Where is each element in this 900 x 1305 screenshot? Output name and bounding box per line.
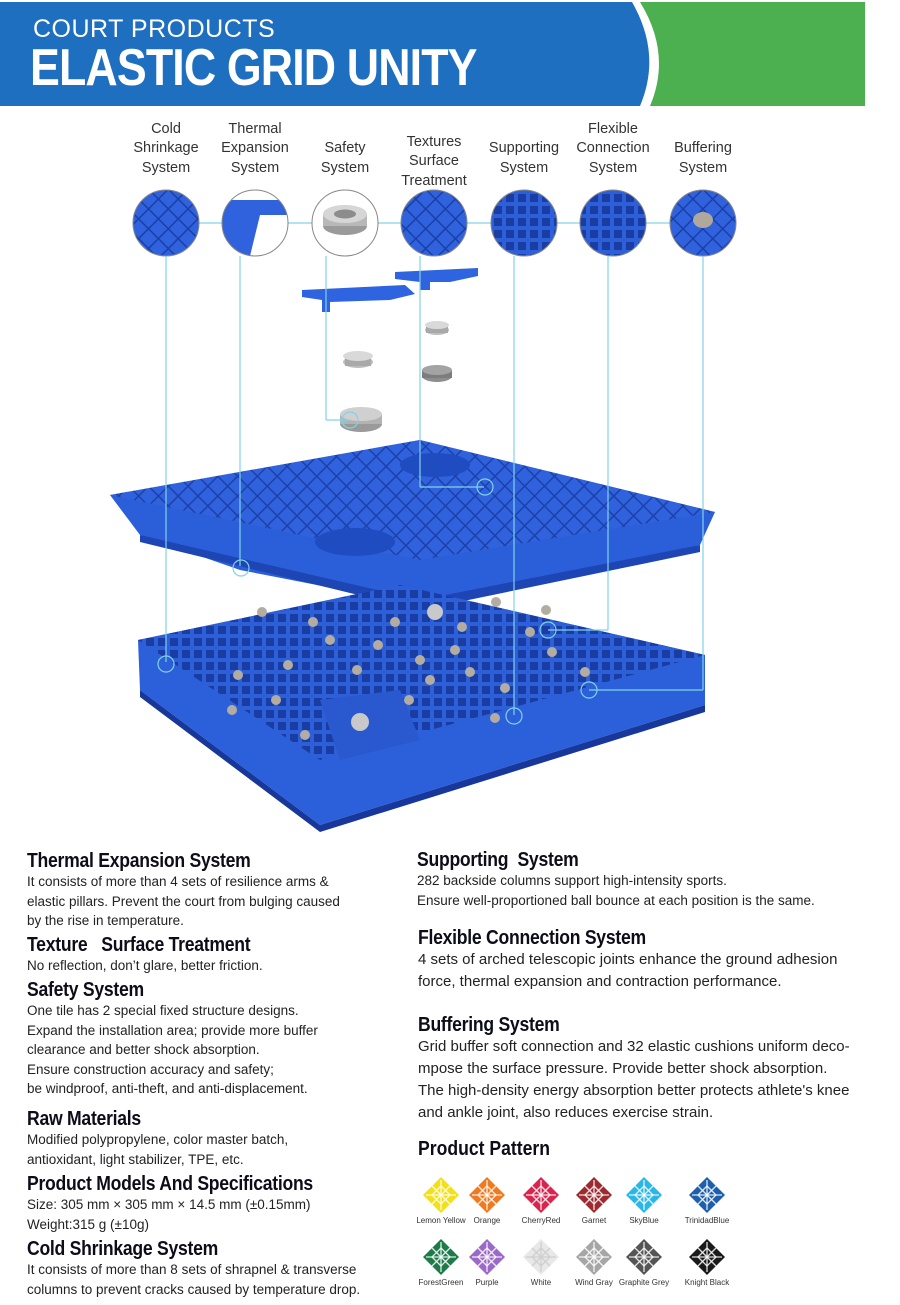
header-subtitle: COURT PRODUCTS xyxy=(33,15,276,43)
feature-label xyxy=(116,118,216,178)
section-body: 4 sets of arched telescopic joints enhance the ground adhesion force, thermal expansion and contraction performance. xyxy=(418,951,838,990)
swatch-label: Graphite Grey xyxy=(618,1278,670,1287)
feature-label xyxy=(205,118,305,178)
swatch-label: Knight Black xyxy=(684,1278,730,1287)
tile-swatch-icon xyxy=(575,1176,613,1214)
swatch-label: Orange xyxy=(473,1216,501,1225)
section-body: 282 backside columns support high-intensity sports. Ensure well-proportioned ball bounce at each position is the same. xyxy=(417,873,815,908)
header-title: ELASTIC GRID UNITY xyxy=(30,39,477,97)
section-title: Thermal Expansion System xyxy=(27,850,251,872)
section-product-models xyxy=(27,1173,352,1234)
section-raw-materials xyxy=(27,1108,288,1169)
pattern-swatch xyxy=(511,1238,571,1287)
cold-shrinkage-detail-icon xyxy=(130,190,205,260)
swatch-label: Lemon Yellow xyxy=(416,1216,466,1225)
feature-thermal-expansion xyxy=(205,118,305,178)
swatch-label: TrinidadBlue xyxy=(684,1216,730,1225)
section-body: One tile has 2 special fixed structure designs. Expand the installation area; provide more buffer clearance and better shock absorption. Ensure construction accuracy and safety; be windproof, anti-theft, and anti-displacement. xyxy=(27,1003,318,1096)
feature-cold-shrinkage xyxy=(116,118,216,178)
feature-label xyxy=(653,118,753,178)
feature-label-text: Buffering System xyxy=(674,140,732,176)
feature-label-text: Supporting System xyxy=(488,140,560,176)
section-safety xyxy=(27,979,318,1099)
swatch-label: Wind Gray xyxy=(575,1278,613,1287)
pattern-swatch xyxy=(677,1176,737,1225)
section-buffering xyxy=(418,1014,850,1124)
section-body: Modified polypropylene, color master batch, antioxidant, light stabilizer, TPE, etc. xyxy=(27,1132,289,1167)
tile-swatch-icon xyxy=(688,1238,726,1276)
supporting-column-detail-icon xyxy=(490,190,560,260)
tile-swatch-icon xyxy=(468,1238,506,1276)
section-title: Raw Materials xyxy=(27,1108,141,1130)
section-texture xyxy=(27,934,281,976)
swatch-label: White xyxy=(530,1278,552,1287)
texture-surface-detail-icon xyxy=(400,190,470,260)
pattern-swatch xyxy=(677,1238,737,1287)
swatch-label: CherryRed xyxy=(521,1216,561,1225)
tile-swatch-icon xyxy=(422,1238,460,1276)
flexible-connection-detail-icon xyxy=(580,190,650,260)
feature-label-text: Cold Shrinkage System xyxy=(133,120,199,176)
safety-washer-detail-icon xyxy=(312,190,378,256)
connector-clip-parts xyxy=(302,268,478,312)
feature-label xyxy=(295,118,395,178)
tile-swatch-icon xyxy=(422,1176,460,1214)
swatch-label: Purple xyxy=(475,1278,499,1287)
feature-label xyxy=(474,118,574,178)
swatch-label: ForestGreen xyxy=(418,1278,464,1287)
section-flexible-connection xyxy=(418,927,837,993)
section-title: Texture Surface Treatment xyxy=(27,934,251,956)
swatch-label: Garnet xyxy=(581,1216,607,1225)
swatch-label: SkyBlue xyxy=(629,1216,659,1225)
bottom-tile-layer xyxy=(138,585,705,832)
feature-textures-surface xyxy=(384,131,484,191)
feature-label xyxy=(384,131,484,191)
product-pattern-title: Product Pattern xyxy=(418,1138,551,1160)
section-body: It consists of more than 8 sets of shrapnel & transverse columns to prevent cracks caused by temperature drop. xyxy=(27,1262,361,1297)
pattern-swatch xyxy=(457,1238,517,1287)
tile-swatch-icon xyxy=(468,1176,506,1214)
pattern-swatch xyxy=(457,1176,517,1225)
tile-swatch-icon xyxy=(625,1176,663,1214)
section-body: No reflection, don’t glare, better friction. xyxy=(27,958,263,973)
feature-safety xyxy=(295,118,395,178)
pattern-swatch xyxy=(614,1176,674,1225)
feature-flexible-connection xyxy=(563,118,663,178)
section-title: Product Models And Specifications xyxy=(27,1173,313,1195)
tile-swatch-icon xyxy=(522,1176,560,1214)
feature-label-text: Safety System xyxy=(320,140,370,176)
tile-swatch-icon xyxy=(522,1238,560,1276)
section-body: Size: 305 mm × 305 mm × 14.5 mm (±0.15mm) Weight:315 g (±10g) xyxy=(27,1197,311,1232)
section-title: Safety System xyxy=(27,979,144,1001)
feature-buffering xyxy=(653,118,753,178)
feature-label xyxy=(563,118,663,178)
section-title: Flexible Connection System xyxy=(418,927,646,949)
buffering-cushion-detail-icon xyxy=(670,190,740,260)
pattern-swatch xyxy=(511,1176,571,1225)
pattern-swatch xyxy=(614,1238,674,1287)
section-body: It consists of more than 4 sets of resilience arms & elastic pillars. Prevent the court from bulging caused by the rise in temperature. xyxy=(27,874,340,928)
section-title: Buffering System xyxy=(418,1014,560,1036)
tile-swatch-icon xyxy=(625,1238,663,1276)
tile-swatch-icon xyxy=(688,1176,726,1214)
feature-label-text: Thermal Expansion System xyxy=(221,120,289,176)
section-cold-shrinkage xyxy=(27,1238,360,1299)
section-body: Grid buffer soft connection and 32 elastic cushions uniform deco- mpose the surface pressure. Provide better shock absorption. The high-density energy absorption better protects athlete's knee and ankle joint, also reduces exercise strain. xyxy=(418,1038,850,1121)
tile-swatch-icon xyxy=(575,1238,613,1276)
feature-label-text: Flexible Connection System xyxy=(576,120,650,176)
section-supporting xyxy=(417,849,815,910)
feature-label-text: Textures Surface Treatment xyxy=(401,133,467,189)
section-title: Cold Shrinkage System xyxy=(27,1238,219,1260)
section-thermal-expansion xyxy=(27,850,340,931)
top-tile-layer xyxy=(110,440,715,610)
thermal-expansion-detail-icon xyxy=(222,190,290,256)
section-title: Supporting System xyxy=(417,849,579,871)
feature-supporting xyxy=(474,118,574,178)
